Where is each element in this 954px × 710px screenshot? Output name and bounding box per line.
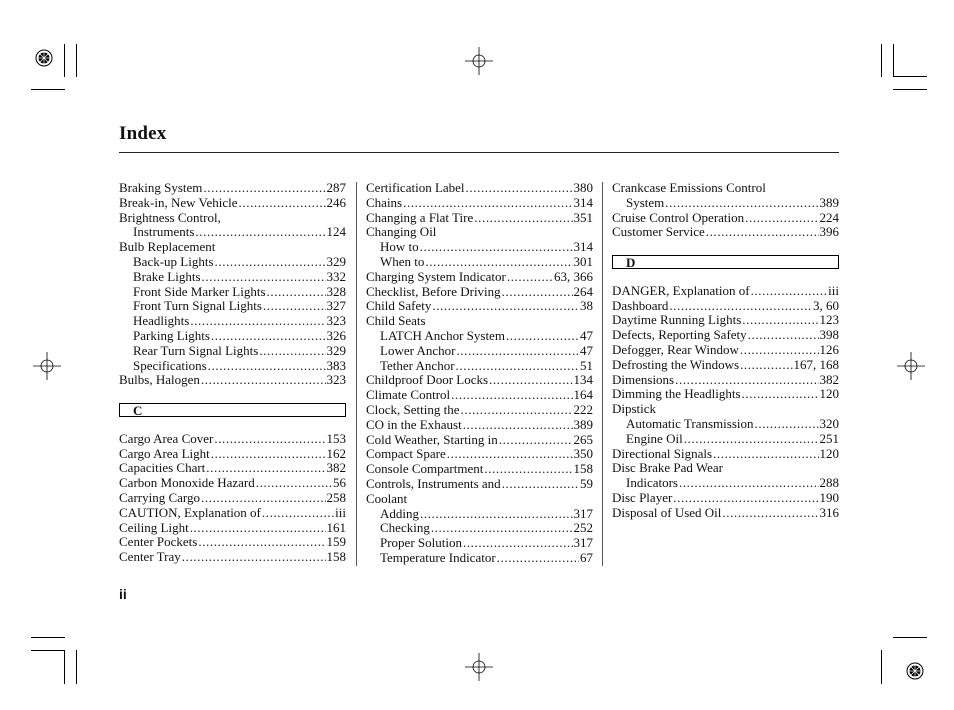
dot-leader (669, 299, 812, 314)
dot-leader (463, 536, 573, 551)
entry-label: Instruments (133, 224, 195, 240)
entry-label: Climate Control (366, 387, 451, 403)
index-entry (612, 343, 839, 358)
index-entry (119, 550, 346, 565)
dot-leader (432, 299, 579, 314)
index-entry (366, 181, 593, 196)
index-subentry (366, 536, 593, 551)
entry-label: Automatic Transmission (626, 415, 754, 431)
entry-label: Console Compartment (366, 461, 484, 477)
dot-leader (474, 211, 572, 226)
index-subentry (366, 255, 593, 270)
index-entry (366, 388, 593, 403)
column-divider (602, 182, 603, 566)
entry-page: 252 (573, 520, 593, 536)
dot-leader (420, 240, 573, 255)
index-subentry (366, 551, 593, 566)
index-entry (366, 285, 593, 300)
index-column-2 (366, 181, 593, 566)
entry-label: Center Tray (119, 549, 181, 565)
dot-leader (499, 433, 573, 448)
entry-label: Dimming the Headlights (612, 386, 741, 402)
entry-label: Checklist, Before Driving (366, 283, 501, 299)
crop-mark (64, 44, 65, 77)
entry-label: Dimensions (612, 371, 675, 387)
dot-leader (502, 477, 579, 492)
entry-page: 382 (819, 371, 839, 387)
entry-label: Childproof Door Locks (366, 372, 489, 388)
entry-page: 153 (326, 430, 346, 446)
entry-page: 264 (573, 283, 593, 299)
entry-label: Changing a Flat Tire (366, 209, 474, 225)
entry-page: 301 (573, 253, 593, 269)
entry-page: 316 (819, 504, 839, 520)
crop-mark (31, 650, 65, 651)
dot-leader (684, 432, 819, 447)
index-heading: Coolant (366, 490, 408, 506)
entry-label: CAUTION, Explanation of (119, 504, 261, 520)
dot-leader (203, 181, 325, 196)
entry-page: iii (828, 282, 839, 298)
entry-page: 328 (326, 283, 346, 299)
index-subentry (366, 521, 593, 536)
crosshair-left-icon (33, 352, 61, 380)
index-entry (366, 462, 593, 477)
index-subentry (119, 285, 346, 300)
entry-page: 159 (326, 534, 346, 550)
index-subentry (366, 240, 593, 255)
entry-label: Controls, Instruments and (366, 475, 501, 491)
entry-label: Specifications (133, 357, 207, 373)
section-header: C (119, 403, 346, 417)
index-entry (612, 491, 839, 506)
index-entry (119, 506, 346, 521)
entry-page: 323 (326, 372, 346, 388)
index-entry (366, 418, 593, 433)
entry-label: Carbon Monoxide Hazard (119, 475, 255, 491)
section-header: D (612, 255, 839, 269)
entry-label: Lower Anchor (380, 342, 456, 358)
crop-mark (893, 637, 927, 638)
entry-page: 332 (326, 268, 346, 284)
entry-label: Certification Label (366, 180, 465, 195)
dot-leader (748, 328, 819, 343)
entry-label: Back-up Lights (133, 253, 214, 269)
spacer (612, 269, 839, 284)
entry-page: 380 (573, 180, 593, 195)
index-entry (119, 476, 346, 491)
entry-page: 190 (819, 489, 839, 505)
entry-page: 124 (326, 224, 346, 240)
dot-leader (497, 551, 579, 566)
dot-leader (425, 255, 572, 270)
spacer (119, 417, 346, 432)
entry-page: 51 (580, 357, 593, 373)
entry-page: 323 (326, 313, 346, 329)
crop-mark (76, 44, 77, 77)
index-entry (366, 403, 593, 418)
dot-leader (403, 196, 572, 211)
dot-leader (466, 181, 573, 196)
index-subentry (119, 344, 346, 359)
crosshair-bottom-icon (465, 653, 493, 681)
dot-leader (461, 403, 573, 418)
entry-label: Defects, Reporting Safety (612, 327, 747, 343)
entry-label: Carrying Cargo (119, 489, 200, 505)
crop-mark (31, 637, 65, 638)
dot-leader (215, 255, 326, 270)
index-entry (366, 447, 593, 462)
entry-page: 383 (326, 357, 346, 373)
dot-leader (211, 329, 326, 344)
dot-leader (463, 418, 573, 433)
entry-label: Cold Weather, Starting in (366, 431, 498, 447)
dot-leader (256, 476, 332, 491)
dot-leader (751, 284, 828, 299)
entry-label: How to (380, 239, 419, 255)
index-entry (612, 358, 839, 373)
index-subentry (612, 476, 839, 491)
dot-leader (484, 462, 572, 477)
crop-mark (893, 89, 927, 90)
entry-page: 317 (573, 535, 593, 551)
dot-leader (267, 285, 326, 300)
dot-leader (506, 329, 579, 344)
entry-label: Indicators (626, 475, 678, 491)
entry-label: Front Side Marker Lights (133, 283, 266, 299)
index-entry (612, 373, 839, 388)
index-heading: Dipstick (612, 401, 657, 417)
entry-page: 288 (819, 475, 839, 491)
dot-leader (665, 196, 818, 211)
entry-label: Temperature Indicator (380, 549, 496, 565)
index-subentry (366, 329, 593, 344)
entry-label: Checking (380, 520, 430, 536)
entry-page: 67 (580, 549, 593, 565)
index-column-3 (612, 181, 839, 521)
index-entry (366, 477, 593, 492)
entry-page: 126 (819, 341, 839, 357)
dot-leader (742, 387, 819, 402)
dot-leader (489, 373, 572, 388)
dot-leader (195, 225, 325, 240)
index-subentry (119, 299, 346, 314)
entry-page: 329 (326, 253, 346, 269)
entry-page: 246 (326, 194, 346, 210)
entry-label: Braking System (119, 180, 203, 195)
dot-leader (214, 432, 325, 447)
entry-label: Daytime Running Lights (612, 312, 742, 328)
index-subentry (612, 417, 839, 432)
dot-leader (182, 550, 326, 565)
dot-leader (502, 285, 573, 300)
dot-leader (202, 270, 326, 285)
entry-label: Front Turn Signal Lights (133, 298, 262, 314)
index-entry (119, 535, 346, 550)
crop-mark (64, 650, 65, 684)
entry-label: Headlights (133, 313, 190, 329)
dot-leader (745, 211, 818, 226)
crosshair-right-icon (897, 352, 925, 380)
index-entry (612, 447, 839, 462)
index-column-1 (119, 181, 346, 565)
entry-label: Engine Oil (626, 430, 683, 446)
entry-page: 120 (819, 445, 839, 461)
entry-label: Break-in, New Vehicle (119, 194, 238, 210)
dot-leader (201, 373, 326, 388)
page-number: ii (119, 586, 127, 602)
entry-page: 396 (819, 224, 839, 240)
dot-leader (755, 417, 819, 432)
entry-page: 63, 366 (554, 268, 593, 284)
entry-label: Compact Spare (366, 446, 446, 462)
index-subentry (612, 432, 839, 447)
dot-leader (742, 313, 818, 328)
entry-page: 224 (819, 209, 839, 225)
entry-page: 258 (326, 489, 346, 505)
entry-page: 158 (326, 549, 346, 565)
index-subentry (119, 329, 346, 344)
entry-label: Tether Anchor (380, 357, 455, 373)
dot-leader (722, 506, 818, 521)
entry-page: 3, 60 (813, 297, 839, 313)
entry-label: CO in the Exhaust (366, 416, 462, 432)
entry-label: When to (380, 253, 425, 269)
index-entry (119, 432, 346, 447)
registration-target-icon (906, 662, 924, 680)
dot-leader (206, 461, 325, 476)
dot-leader (706, 225, 819, 240)
dot-leader (198, 535, 325, 550)
entry-page: 382 (326, 460, 346, 476)
index-entry (119, 181, 346, 196)
index-entry (366, 196, 593, 211)
entry-label: Disc Player (612, 489, 673, 505)
entry-page: 314 (573, 194, 593, 210)
dot-leader (447, 447, 573, 462)
dot-leader (211, 447, 326, 462)
entry-page: 222 (573, 401, 593, 417)
entry-label: Rear Turn Signal Lights (133, 342, 259, 358)
index-entry (366, 433, 593, 448)
dot-leader (451, 388, 572, 403)
entry-page: 38 (580, 298, 593, 314)
dot-leader (507, 270, 553, 285)
entry-label: Clock, Setting the (366, 401, 460, 417)
index-entry (612, 211, 839, 226)
index-heading: Crankcase Emissions Control (612, 180, 766, 195)
index-heading: Child Seats (366, 313, 426, 329)
entry-page: 56 (333, 475, 346, 491)
index-entry (612, 313, 839, 328)
index-entry (612, 506, 839, 521)
index-entry (119, 373, 346, 388)
index-entry (119, 196, 346, 211)
index-subentry (366, 344, 593, 359)
entry-page: 329 (326, 342, 346, 358)
index-entry (119, 521, 346, 536)
index-entry (366, 373, 593, 388)
entry-page: 327 (326, 298, 346, 314)
index-heading: Brightness Control, (119, 209, 221, 225)
entry-label: LATCH Anchor System (380, 327, 505, 343)
crop-mark (893, 44, 894, 77)
entry-label: Defogger, Rear Window (612, 341, 739, 357)
entry-label: Brake Lights (133, 268, 201, 284)
entry-page: 398 (819, 327, 839, 343)
dot-leader (679, 476, 819, 491)
entry-page: iii (335, 504, 346, 520)
index-heading: Changing Oil (366, 224, 437, 240)
entry-page: 164 (573, 387, 593, 403)
entry-page: 389 (573, 416, 593, 432)
index-subentry (119, 314, 346, 329)
entry-label: Directional Signals (612, 445, 713, 461)
entry-page: 265 (573, 431, 593, 447)
entry-page: 59 (580, 475, 593, 491)
entry-label: Parking Lights (133, 327, 210, 343)
entry-page: 350 (573, 446, 593, 462)
index-subentry (366, 359, 593, 374)
entry-page: 320 (819, 415, 839, 431)
dot-leader (673, 491, 818, 506)
entry-page: 120 (819, 386, 839, 402)
entry-label: Child Safety (366, 298, 432, 314)
dot-leader (190, 314, 325, 329)
entry-page: 123 (819, 312, 839, 328)
crop-mark (76, 650, 77, 684)
entry-page: 317 (573, 505, 593, 521)
crop-mark (881, 650, 882, 684)
dot-leader (740, 343, 819, 358)
dot-leader (456, 344, 579, 359)
index-entry (612, 328, 839, 343)
entry-page: 287 (326, 180, 346, 195)
entry-label: Capacities Chart (119, 460, 206, 476)
entry-label: Ceiling Light (119, 519, 189, 535)
index-entry (366, 211, 593, 226)
index-entry (119, 491, 346, 506)
index-subentry (612, 196, 839, 211)
entry-page: 167, 168 (793, 356, 839, 372)
entry-label: System (626, 194, 665, 210)
entry-page: 351 (573, 209, 593, 225)
index-subentry (119, 270, 346, 285)
entry-label: DANGER, Explanation of (612, 282, 750, 298)
spacer (119, 388, 346, 403)
entry-label: Bulbs, Halogen (119, 372, 200, 388)
page-title: Index (119, 123, 167, 144)
title-rule (119, 152, 839, 153)
index-entry (366, 299, 593, 314)
entry-label: Charging System Indicator (366, 268, 506, 284)
index-subentry (119, 225, 346, 240)
index-subentry (119, 359, 346, 374)
entry-page: 161 (326, 519, 346, 535)
registration-target-icon (35, 49, 53, 67)
entry-label: Cruise Control Operation (612, 209, 745, 225)
dot-leader (456, 359, 579, 374)
crop-mark (881, 44, 882, 77)
entry-label: Chains (366, 194, 403, 210)
entry-label: Disposal of Used Oil (612, 504, 722, 520)
entry-page: 47 (580, 327, 593, 343)
entry-label: Cargo Area Light (119, 445, 210, 461)
entry-page: 251 (819, 430, 839, 446)
entry-label: Customer Service (612, 224, 705, 240)
column-divider (356, 182, 357, 566)
index-entry (612, 225, 839, 240)
entry-label: Adding (380, 505, 419, 521)
entry-page: 47 (580, 342, 593, 358)
index-subentry (366, 507, 593, 522)
index-entry (366, 270, 593, 285)
index-entry (119, 447, 346, 462)
entry-label: Center Pockets (119, 534, 198, 550)
entry-page: 158 (573, 461, 593, 477)
dot-leader (201, 491, 326, 506)
entry-label: Cargo Area Cover (119, 430, 214, 446)
dot-leader (740, 358, 792, 373)
crosshair-top-icon (465, 47, 493, 75)
dot-leader (713, 447, 818, 462)
index-heading: Disc Brake Pad Wear (612, 460, 723, 476)
index-entry (612, 299, 839, 314)
dot-leader (208, 359, 326, 374)
entry-page: 162 (326, 445, 346, 461)
dot-leader (263, 299, 326, 314)
entry-page: 314 (573, 239, 593, 255)
dot-leader (239, 196, 326, 211)
dot-leader (420, 507, 573, 522)
dot-leader (675, 373, 818, 388)
entry-page: 389 (819, 194, 839, 210)
entry-page: 134 (573, 372, 593, 388)
entry-page: 326 (326, 327, 346, 343)
crop-mark (31, 89, 65, 90)
entry-label: Proper Solution (380, 535, 462, 551)
index-entry (119, 461, 346, 476)
index-heading: Bulb Replacement (119, 239, 216, 255)
dot-leader (262, 506, 334, 521)
crop-mark (893, 76, 927, 77)
dot-leader (431, 521, 573, 536)
spacer (612, 240, 839, 255)
dot-leader (190, 521, 326, 536)
dot-leader (259, 344, 325, 359)
index-entry (612, 387, 839, 402)
entry-label: Defrosting the Windows (612, 356, 740, 372)
index-entry (612, 284, 839, 299)
index-subentry (119, 255, 346, 270)
entry-label: Dashboard (612, 297, 669, 313)
